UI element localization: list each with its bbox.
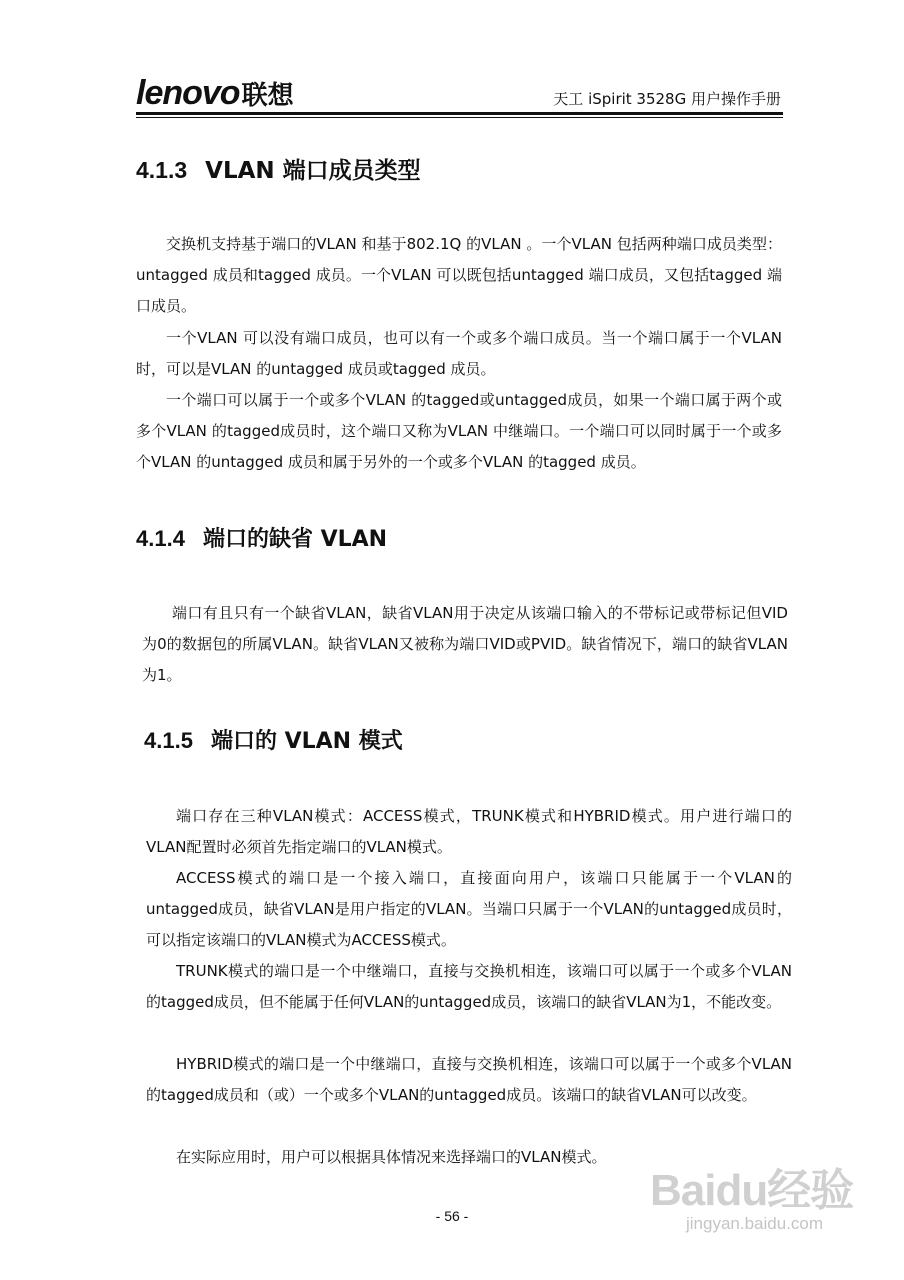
paragraph: 在实际应用时，用户可以根据具体情况来选择端口的VLAN模式。	[176, 1148, 607, 1166]
paragraph: 端口存在三种VLAN模式：ACCESS模式，TRUNK模式和HYBRID模式。用户进行端口的VLAN配置时必须首先指定端口的VLAN模式。	[146, 807, 792, 856]
manual-title: 天工 iSpirit 3528G 用户操作手册	[553, 90, 781, 108]
section-title: 端口的缺省 VLAN	[202, 527, 388, 552]
paragraph: 一个VLAN 可以没有端口成员，也可以有一个或多个端口成员。当一个端口属于一个VLAN 时，可以是VLAN 的untagged 成员或tagged 成员。	[136, 329, 782, 378]
lenovo-logo	[136, 74, 294, 110]
logo-chinese-text: 联想	[241, 81, 294, 111]
paragraph: 交换机支持基于端口的VLAN 和基于802.1Q 的VLAN 。一个VLAN 包括两种端口成员类型：untagged 成员和tagged 成员。一个VLAN 可以既包括untagged 端口成员，又包括tagged 端口成员。	[136, 235, 782, 315]
baidu-watermark	[650, 1148, 894, 1258]
paragraph: TRUNK模式的端口是一个中继端口，直接与交换机相连，该端口可以属于一个或多个VLAN的tagged成员，但不能属于任何VLAN的untagged成员，该端口的缺省VLAN为1，不能改变。	[146, 962, 792, 1011]
section-heading-4-1-3	[136, 152, 421, 185]
section-title: 端口的 VLAN 模式	[210, 729, 403, 754]
header-divider-thin	[136, 117, 783, 118]
paragraph: 端口有且只有一个缺省VLAN，缺省VLAN用于决定从该端口输入的不带标记或带标记但VID为0的数据包的所属VLAN。缺省VLAN又被称为端口VID或PVID。缺省情况下，端口的缺省VLAN为1。	[142, 604, 788, 684]
section-number: 4.1.5	[144, 728, 193, 753]
paragraph: HYBRID模式的端口是一个中继端口，直接与交换机相连，该端口可以属于一个或多个VLAN的tagged成员和（或）一个或多个VLAN的untagged成员。该端口的缺省VLAN可以改变。	[146, 1055, 792, 1104]
section-number: 4.1.4	[136, 526, 185, 551]
watermark-brand: Baidu经验	[650, 1166, 854, 1215]
section-title: VLAN 端口成员类型	[205, 158, 421, 184]
paragraph: ACCESS模式的端口是一个接入端口，直接面向用户，该端口只能属于一个VLAN的untagged成员，缺省VLAN是用户指定的VLAN。当端口只属于一个VLAN的untagged成员时，可以指定该端口的VLAN模式为ACCESS模式。	[146, 869, 792, 949]
section-number: 4.1.3	[136, 157, 188, 183]
logo-latin-text: lenovo	[136, 74, 240, 112]
page-header	[136, 68, 783, 118]
page-number: - 56 -	[435, 1208, 469, 1224]
paragraph: 一个端口可以属于一个或多个VLAN 的tagged或untagged成员，如果一个端口属于两个或多个VLAN 的tagged成员时，这个端口又称为VLAN 中继端口。一个端口可以同时属于一个或多个VLAN 的untagged 成员和属于另外的一个或多个VLAN 的tagged 成员。	[136, 391, 782, 471]
header-divider-thick	[136, 112, 783, 115]
section-heading-4-1-4	[136, 522, 387, 553]
section-heading-4-1-5	[144, 724, 403, 755]
watermark-url: jingyan.baidu.com	[686, 1214, 824, 1233]
